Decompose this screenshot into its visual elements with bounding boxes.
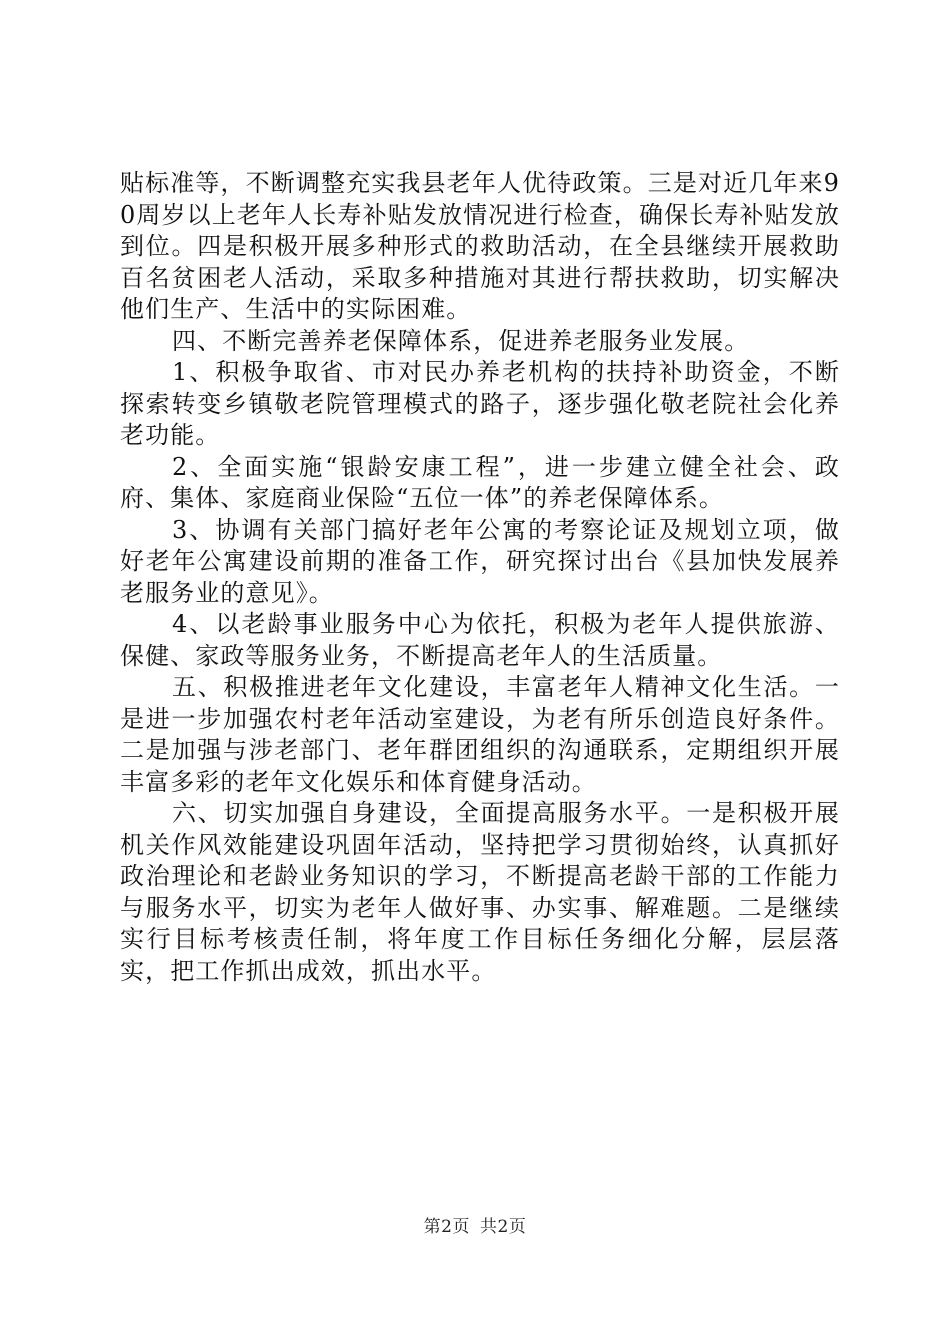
page-number: 第2页 [423,1217,470,1237]
paragraph-continued: 贴标准等，不断调整充实我县老年人优待政策。三是对近几年来90周岁以上老年人长寿补贴发放情况进行检查，确保长寿补贴发放到位。四是积极开展多种形式的救助活动，在全县继续开展救助百名贫困老人活动，采取多种措施对其进行帮扶救助，切实解决他们生产、生活中的实际困难。 [120,169,840,323]
paragraph-item-3: 3、协调有关部门搞好老年公寓的考察论证及规划立项，做好老年公寓建设前期的准备工作，研究探讨出台《县加快发展养老服务业的意见》。 [120,515,840,607]
paragraph-section-five: 五、积极推进老年文化建设，丰富老年人精神文化生活。一是进一步加强农村老年活动室建设，为老有所乐创造良好条件。二是加强与涉老部门、老年群团组织的沟通联系，定期组织开展丰富多彩的老年文化娱乐和体育健身活动。 [120,673,840,796]
paragraph-item-2: 2、全面实施“银龄安康工程”，进一步建立健全社会、政府、集体、家庭商业保险“五位一体”的养老保障体系。 [120,452,840,512]
paragraph-section-six: 六、切实加强自身建设，全面提高服务水平。一是积极开展机关作风效能建设巩固年活动，坚持把学习贯彻始终，认真抓好政治理论和老龄业务知识的学习，不断提高老龄干部的工作能力与服务水平，切实为老年人做好事、办实事、解难题。二是继续实行目标考核责任制，将年度工作目标任务细化分解，层层落实，把工作抓出成效，抓出水平。 [120,799,840,985]
document-body [120,168,840,987]
page-total: 共2页 [480,1217,527,1237]
paragraph-item-1: 1、积极争取省、市对民办养老机构的扶持补助资金，不断探索转变乡镇敬老院管理模式的路子，逐步强化敬老院社会化养老功能。 [120,358,840,449]
paragraph-item-4: 4、以老龄事业服务中心为依托，积极为老年人提供旅游、保健、家政等服务业务，不断提高老年人的生活质量。 [120,610,840,670]
page-footer [0,1212,950,1237]
paragraph-section-four-heading: 四、不断完善养老保障体系，促进养老服务业发展。 [172,326,750,355]
